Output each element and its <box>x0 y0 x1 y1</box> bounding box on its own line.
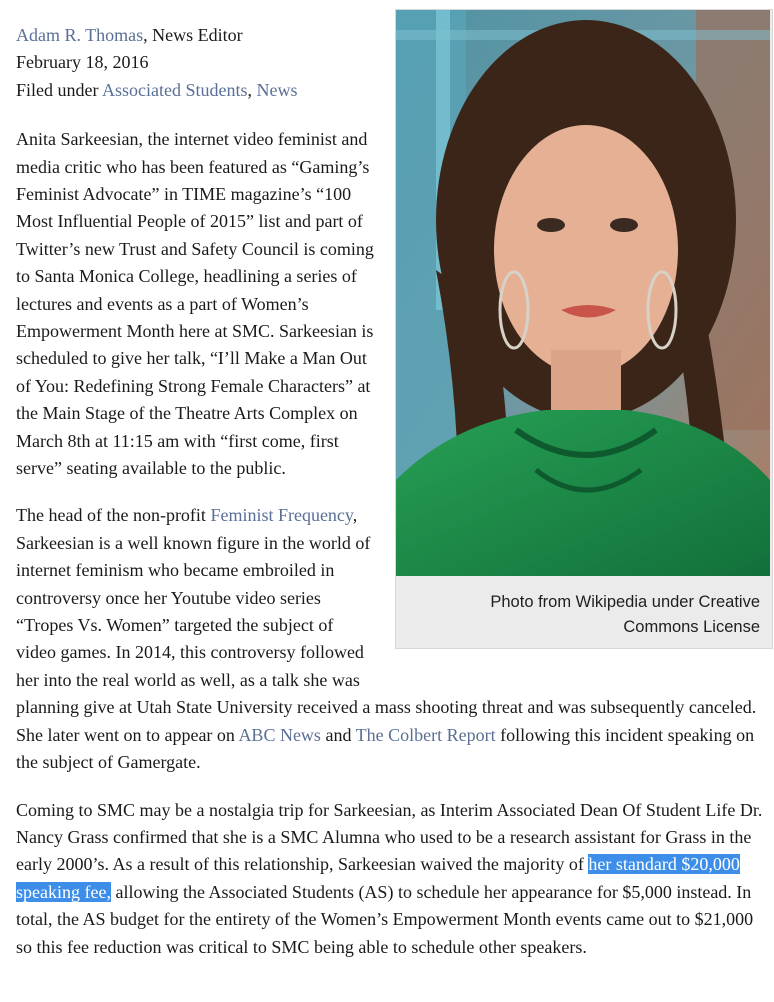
paragraph-3-text-1: Coming to SMC may be a nostalgia trip for Sarkeesian, as Interim Associated Dean Of Student Life Dr. Nancy Grass confirmed that she is a SMC Alumna who used to be a research assistant for Grass in the early 2000’s. As a result of this relationship, Sarkeesian waived the majority of <box>16 799 763 875</box>
paragraph-2-text-4: following this incident speaking on the subject of Gamergate. <box>16 724 755 773</box>
author-link[interactable]: Adam R. Thomas <box>16 25 144 45</box>
feminist-frequency-link[interactable]: Feminist Frequency <box>210 505 353 526</box>
publish-date: February 18, 2016 <box>16 52 149 73</box>
article-figure <box>395 9 773 649</box>
category-separator: , <box>247 79 257 100</box>
paragraph-1: Anita Sarkeesian, the internet video feminist and media critic who has been featured as “Gaming’s Feminist Advocate” in TIME magazine’s “100 Most Influential People of 2015” list and part of Twitter’s new Trust and Safety Council is coming to Santa Monica College, headlining a series of lectures and events as a part of Women’s Empowerment Month here at SMC. Sarkeesian is scheduled to give her talk, “I’ll Make a Man Out of You: Redefining Strong Female Characters” at the Main Stage of the Theatre Arts Complex on March 8th at 11:15 am with “first come, first serve” seating available to the public. <box>16 129 374 479</box>
portrait-photo[interactable] <box>396 10 770 576</box>
abc-news-link[interactable]: ABC News <box>238 724 321 745</box>
paragraph-3-text-2: allowing the Associated Students (AS) to schedule her appearance for $5,000 instead. In total, the AS budget for the entirety of the Women’s Empowerment Month events came out to $21,000 so this fee reduction was critical to SMC being able to schedule other speakers. <box>16 881 754 957</box>
highlighted-selection[interactable]: her standard $20,000 speaking fee, <box>16 854 740 902</box>
article <box>16 22 764 981</box>
paragraph-3 <box>16 797 764 961</box>
paragraph-2-text-1: The head of the non-profit <box>16 505 211 526</box>
category-link-news[interactable]: News <box>256 79 298 100</box>
paragraph-2-text-3: and <box>320 724 356 745</box>
photo-caption: Photo from Wikipedia under Creative Commons License <box>490 593 760 636</box>
colbert-report-link[interactable]: The Colbert Report <box>355 724 496 745</box>
filed-under-label: Filed under <box>16 79 102 100</box>
paragraph-2-text-2: , Sarkeesian is a well known figure in the world of internet feminism who became embroiled in controversy once her Youtube video series “Tropes Vs. Women” targeted the subject of video games. In 2014, this controversy followed her into the real world as well, as a talk she was planning give at Utah State University received a mass shooting threat and was subsequently canceled. She later went on to appear on <box>16 505 757 745</box>
author-role: , News Editor <box>143 25 243 45</box>
category-link-associated-students[interactable]: Associated Students <box>102 79 248 100</box>
